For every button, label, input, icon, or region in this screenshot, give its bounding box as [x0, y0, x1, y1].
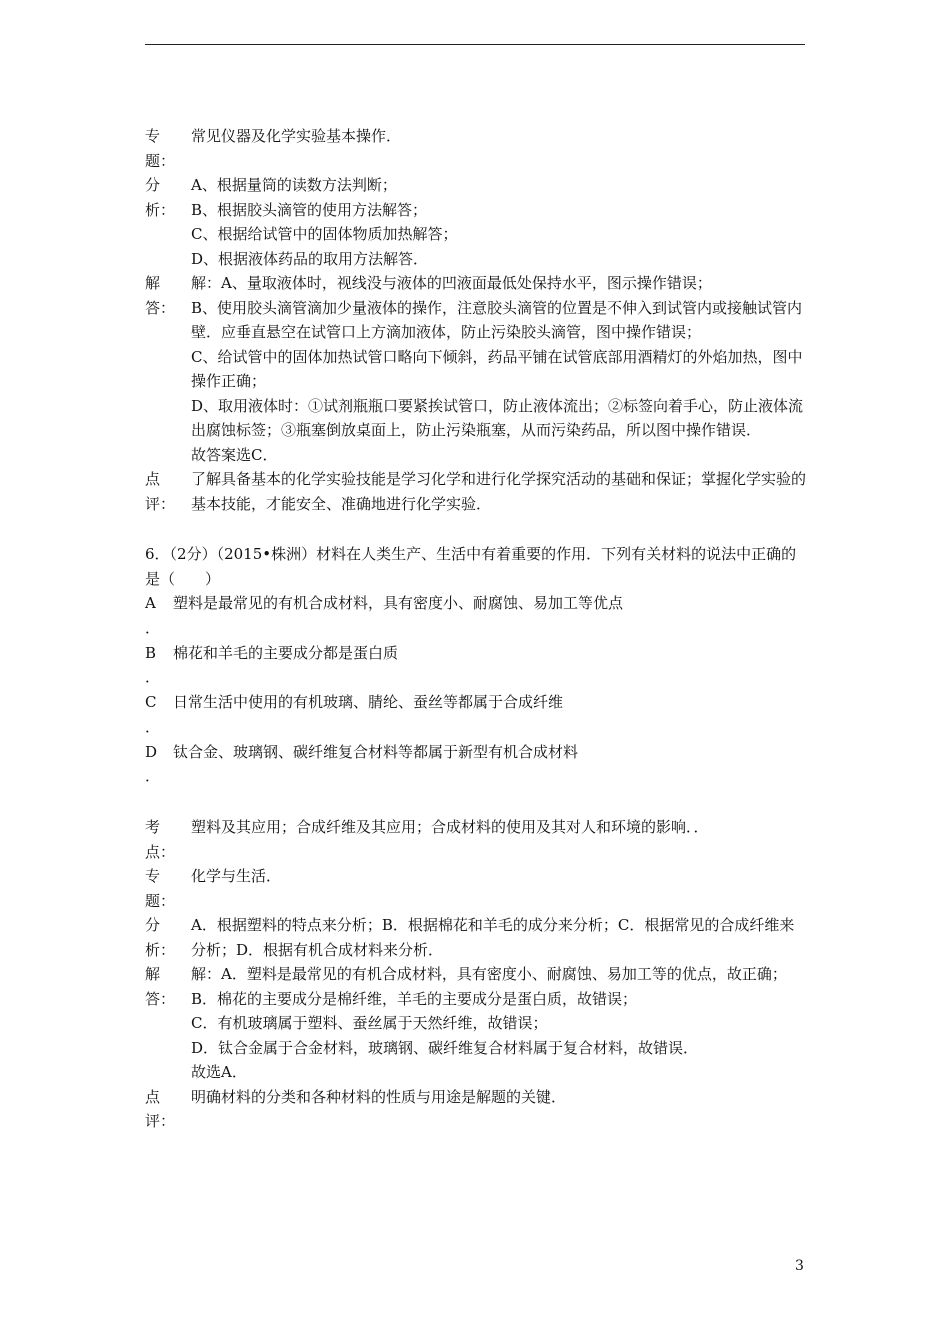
page-content	[145, 124, 807, 1134]
analysis-label: 分 析：	[145, 916, 176, 959]
knowledge-point-label: 考 点：	[145, 818, 176, 861]
knowledge-point-text: 塑料及其应用；合成纤维及其应用；合成材料的使用及其对人和环境的影响．．	[191, 818, 709, 836]
knowledge-point-row	[145, 815, 807, 864]
comment-row	[145, 467, 807, 516]
topic-label: 专 题：	[145, 867, 176, 910]
option-dot: ．	[145, 767, 161, 785]
topic-row	[145, 864, 807, 913]
analysis-text: A、根据量筒的读数方法判断； B、根据胶头滴管的使用方法解答； C、根据给试管中的固体物质加热解答； D、根据液体药品的取用方法解答．	[191, 176, 458, 268]
comment-label: 点 评：	[145, 1087, 176, 1130]
option-a: A 塑料是最常见的有机合成材料，具有密度小、耐腐蚀、易加工等优点	[145, 594, 624, 612]
header-rule	[145, 44, 805, 45]
option-dot: ．	[145, 618, 161, 637]
option-c: C 日常生活中使用的有机玻璃、腈纶、蚕丝等都属于合成纤维	[145, 693, 564, 711]
option-d: D 钛合金、玻璃钢、碳纤维复合材料等都属于新型有机合成材料	[145, 742, 579, 761]
option-dot: ．	[145, 717, 161, 736]
answer-row	[145, 962, 807, 1085]
option-dot: ．	[145, 668, 161, 686]
answer-text: 解：A．塑料是最常见的有机合成材料，具有密度小、耐腐蚀、易加工等的优点，故正确； B．棉花的主要成分是棉纤维，羊毛的主要成分是蛋白质，故错误； C．有机玻璃属于塑料、蚕丝属于天然纤维，故错误； D．钛合金属于合金材料，玻璃钢、碳纤维复合材料属于复合材料，故错误． 故选A．	[191, 965, 787, 1081]
comment-label: 点 评：	[145, 470, 176, 513]
analysis-row	[145, 913, 807, 962]
option-b: B 棉花和羊毛的主要成分都是蛋白质	[145, 643, 399, 662]
question-6-stem: 6．（2分）（2015•株洲）材料在人类生产、生活中有着重要的作用．下列有关材料的说法中正确的是（ ）	[145, 545, 797, 588]
comment-text: 明确材料的分类和各种材料的性质与用途是解题的关键．	[191, 1087, 567, 1106]
question-6-options	[145, 591, 807, 789]
topic-text: 常见仪器及化学实验基本操作．	[191, 127, 402, 145]
topic-label: 专 题：	[145, 127, 176, 170]
page-number: 3	[795, 1258, 804, 1274]
answer-label: 解 答：	[145, 274, 176, 317]
analysis-label: 分 析：	[145, 176, 176, 219]
analysis-row	[145, 173, 807, 271]
comment-row	[145, 1085, 807, 1134]
topic-row	[145, 124, 807, 173]
topic-text: 化学与生活．	[191, 867, 282, 885]
comment-text: 了解具备基本的化学实验技能是学习化学和进行化学探究活动的基础和保证；掌握化学实验的基本技能，才能安全、准确地进行化学实验．	[191, 470, 807, 513]
answer-text: 解：A、量取液体时，视线没与液体的凹液面最低处保持水平，图示操作错误； B、使用胶头滴管滴加少量液体的操作，注意胶头滴管的位置是不伸入到试管内或接触试管内壁．应垂直悬空在试管口上方滴加液体，防止污染胶头滴管，图中操作错误； C、给试管中的固体加热试管口略向下倾斜，药品平铺在试管底部用酒精灯的外焰加热，图中操作正确； D、取用液体时：①试剂瓶瓶口要紧挨试管口，防止液体流出；②标签向着手心，防止液体流出腐蚀标签；③瓶塞倒放桌面上，防止污染瓶塞，从而污染药品，所以图中操作错误． 故答案选C．	[191, 274, 804, 464]
analysis-text: A．根据塑料的特点来分析；B．根据棉花和羊毛的成分来分析；C．根据常见的合成纤维来分析；D．根据有机合成材料来分析．	[191, 916, 795, 959]
answer-row	[145, 271, 807, 467]
answer-label: 解 答：	[145, 965, 176, 1008]
